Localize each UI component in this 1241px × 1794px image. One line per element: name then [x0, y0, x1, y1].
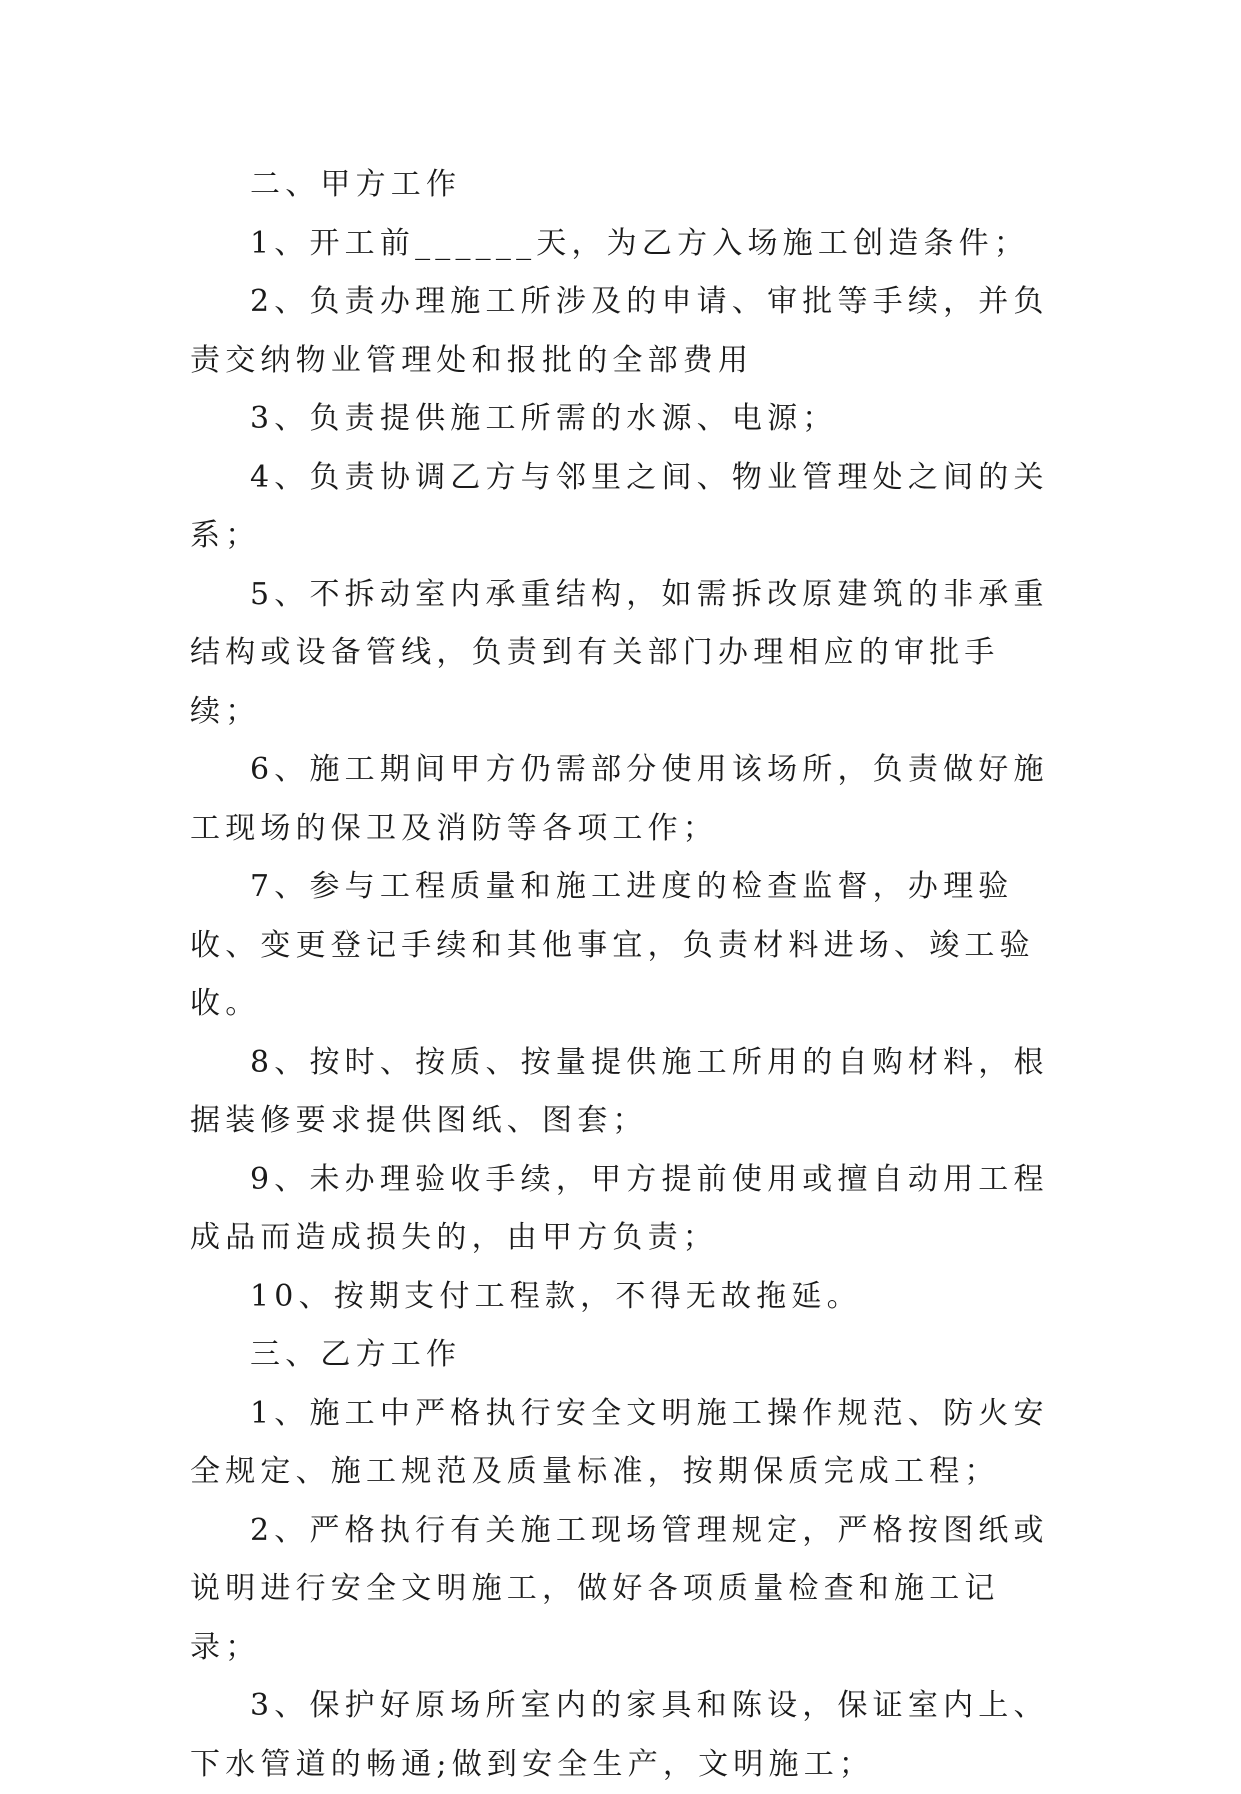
document-page — [190, 156, 1062, 1794]
clause-a8: 8、按时、按质、按量提供施工所用的自购材料，根据装修要求提供图纸、图套； — [190, 1044, 1049, 1138]
section-heading-party-b: 三、乙方工作 — [250, 1337, 462, 1372]
clause-a4: 4、负责协调乙方与邻里之间、物业管理处之间的关系； — [190, 459, 1049, 553]
clause-a2: 2、负责办理施工所涉及的申请、审批等手续，并负责交纳物业管理处和报批的全部费用 — [190, 284, 1049, 378]
clause-a5: 5、不拆动室内承重结构，如需拆改原建筑的非承重结构或设备管线，负责到有关部门办理相应的审批手续； — [190, 576, 1049, 729]
clause-a1: 1、开工前______天，为乙方入场施工创造条件； — [250, 225, 1030, 261]
clause-b3: 3、保护好原场所室内的家具和陈设，保证室内上、下水管道的畅通;做到安全生产，文明施工； — [190, 1688, 1049, 1782]
clause-b1: 1、施工中严格执行安全文明施工操作规范、防火安全规定、施工规范及质量标准，按期保质完成工程； — [190, 1395, 1049, 1489]
clause-a9: 9、未办理验收手续，甲方提前使用或擅自动用工程成品而造成损失的，由甲方负责； — [190, 1161, 1049, 1255]
section-heading-party-a: 二、甲方工作 — [250, 167, 462, 202]
clause-a3: 3、负责提供施工所需的水源、电源； — [250, 401, 838, 436]
clause-a10: 10、按期支付工程款，不得无故拖延。 — [250, 1278, 862, 1314]
clause-a6: 6、施工期间甲方仍需部分使用该场所，负责做好施工现场的保卫及消防等各项工作； — [190, 752, 1049, 846]
clause-b2: 2、严格执行有关施工现场管理规定，严格按图纸或说明进行安全文明施工，做好各项质量检查和施工记录； — [190, 1512, 1049, 1665]
clause-a7: 7、参与工程质量和施工进度的检查监督，办理验收、变更登记手续和其他事宜，负责材料进场、竣工验收。 — [190, 869, 1035, 1021]
